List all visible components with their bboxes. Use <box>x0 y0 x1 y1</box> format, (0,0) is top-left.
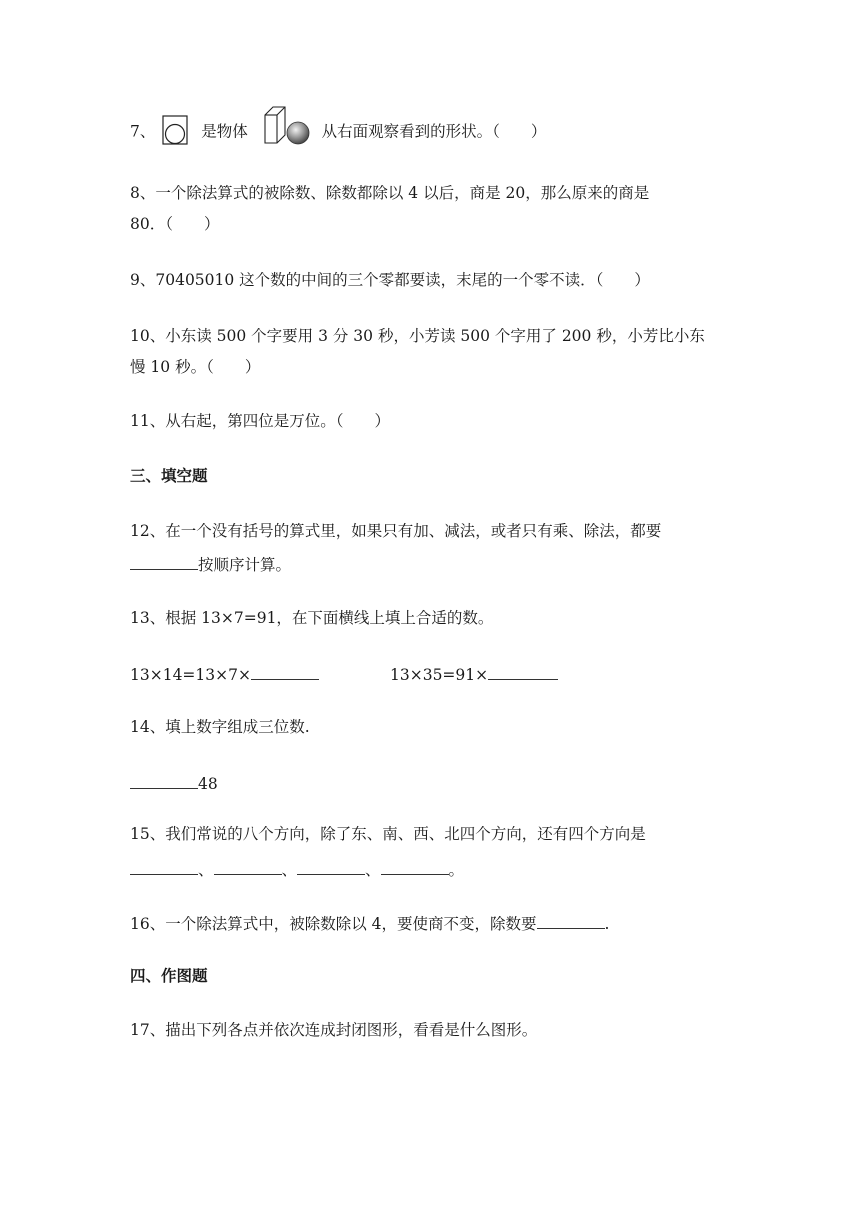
q15-end: 。 <box>448 861 465 879</box>
cuboid-and-sphere-icon <box>261 105 317 150</box>
question-8-line2: 80．（ ） <box>130 215 220 233</box>
q13-left-text: 13×14=13×7× <box>130 666 251 684</box>
q14-blank[interactable] <box>130 772 198 789</box>
q15-blank-2[interactable] <box>214 858 282 875</box>
question-9: 9、70405010 这个数的中间的三个零都要读，末尾的一个零不读．（ ） <box>130 271 650 289</box>
question-11: 11、从右起，第四位是万位。（ ） <box>130 412 390 430</box>
q13-right-text: 13×35=91× <box>390 666 489 684</box>
q13-right-blank[interactable] <box>488 663 558 680</box>
question-15-line1: 15、我们常说的八个方向，除了东、南、西、北四个方向，还有四个方向是 <box>130 825 646 843</box>
section-4-title: 四、作图题 <box>130 967 208 985</box>
question-10-line2: 慢 10 秒。（ ） <box>130 358 261 376</box>
question-14: 14、填上数字组成三位数. <box>130 718 310 736</box>
question-8-line1: 8、一个除法算式的被除数、除数都除以 4 以后，商是 20，那么原来的商是 <box>130 184 650 202</box>
q13-left-blank[interactable] <box>251 663 319 680</box>
side-view-shape-icon <box>162 115 188 150</box>
question-13-left-equation <box>130 663 319 685</box>
q15-blank-1[interactable] <box>130 858 198 875</box>
q15-sep-2: 、 <box>281 861 298 879</box>
q16-end: . <box>604 915 610 933</box>
question-10-line1: 10、小东读 500 个字要用 3 分 30 秒，小芳读 500 个字用了 200 秒，小芳比小东 <box>130 327 705 345</box>
question-12-line2 <box>130 553 291 575</box>
section-3-title: 三、填空题 <box>130 467 208 485</box>
question-16 <box>130 912 609 934</box>
question-17: 17、描出下列各点并依次连成封闭图形，看看是什么图形。 <box>130 1021 538 1039</box>
q7-mid: 是物体 <box>201 122 248 141</box>
q16-blank[interactable] <box>537 912 605 929</box>
q7-suffix: 从右面观察看到的形状。（ ） <box>321 122 547 141</box>
question-15-line2 <box>130 858 464 880</box>
question-12-line1: 12、在一个没有括号的算式里，如果只有加、减法，或者只有乘、除法，都要 <box>130 522 662 540</box>
q15-blank-3[interactable] <box>297 858 365 875</box>
q16-text: 16、一个除法算式中，被除数除以 4，要使商不变，除数要 <box>130 915 537 933</box>
q12-line2-text: 按顺序计算。 <box>198 556 292 574</box>
question-14-answer <box>130 772 218 794</box>
question-7 <box>130 115 546 150</box>
question-13: 13、根据 13×7=91，在下面横线上填上合适的数。 <box>130 609 494 627</box>
q14-suffix: 48 <box>198 775 218 793</box>
q12-answer-blank[interactable] <box>130 553 198 570</box>
q7-prefix: 7、 <box>130 122 156 141</box>
q15-sep-1: 、 <box>198 861 214 879</box>
q15-blank-4[interactable] <box>381 858 449 875</box>
question-13-right-equation <box>390 663 558 685</box>
q15-sep-3: 、 <box>365 861 381 879</box>
